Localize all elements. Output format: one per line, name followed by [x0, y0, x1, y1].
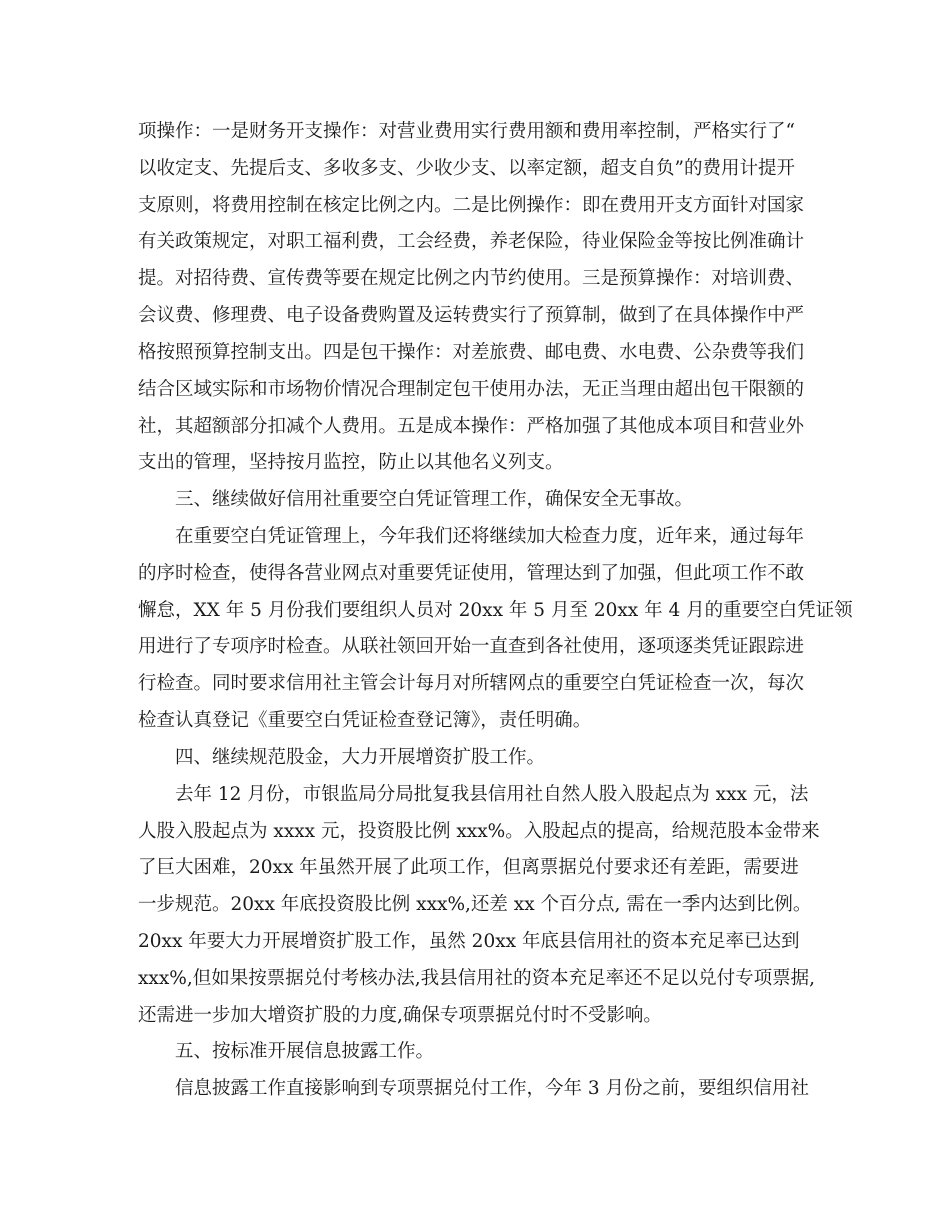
text-line: 提。对招待费、宣传费等要在规定比例之内节约使用。三是预算操作：对培训费、: [138, 268, 805, 289]
text-line: 行检查。同时要求信用社主管会计每月对所辖网点的重要空白凭证检查一次，每次: [138, 673, 805, 694]
text-line: 支出的管理，坚持按月监控，防止以其他名义列支。: [138, 452, 564, 473]
text-line: 项操作：一是财务开支操作：对营业费用实行费用额和费用率控制，严格实行了“: [138, 121, 795, 142]
section-heading: 四、继续规范股金，大力开展增资扩股工作。: [175, 747, 546, 768]
text-line: 20xx 年要大力开展增资扩股工作，虽然 20xx 年底县信用社的资本充足率已达到: [138, 931, 800, 952]
text-line: xxx%,但如果按票据兑付考核办法,我县信用社的资本充足率还不足以兑付专项票据,: [138, 968, 816, 989]
text-line: 检查认真登记《重要空白凭证检查登记簿》，责任明确。: [138, 710, 592, 731]
section-heading: 三、继续做好信用社重要空白凭证管理工作，确保安全无事故。: [175, 489, 694, 510]
text-line: 格按照预算控制支出。四是包干操作：对差旅费、邮电费、水电费、公杂费等我们: [138, 342, 805, 363]
text-line: 在重要空白凭证管理上，今年我们还将继续加大检查力度，近年来，通过每年: [175, 526, 805, 547]
text-line: 会议费、修理费、电子设备费购置及运转费实行了预算制，做到了在具体操作中严: [138, 305, 805, 326]
text-line: 以收定支、先提后支、多收多支、少收少支、以率定额，超支自负”的费用计提开: [138, 158, 795, 179]
text-line: 还需进一步加大增资扩股的力度,确保专项票据兑付时不受影响。: [138, 1005, 662, 1026]
text-line: 的序时检查，使得各营业网点对重要凭证使用，管理达到了加强，但此项工作不敢: [138, 563, 805, 584]
text-line: 用进行了专项序时检查。从联社领回开始一直查到各社使用，逐项逐类凭证跟踪进: [138, 636, 805, 657]
text-line: 社，其超额部分扣减个人费用。五是成本操作：严格加强了其他成本项目和营业外: [138, 416, 805, 437]
text-line: 了巨大困难，20xx 年虽然开展了此项工作，但离票据兑付要求还有差距，需要进: [138, 857, 799, 878]
text-line: 信息披露工作直接影响到专项票据兑付工作，今年 3 月份之前，要组织信用社: [175, 1078, 810, 1099]
text-line: 人股入股起点为 xxxx 元，投资股比例 xxx%。入股起点的提高，给规范股本金带来: [138, 821, 820, 842]
text-line: 一步规范。20xx 年底投资股比例 xxx%,还差 xx 个百分点, 需在一季内达到比例。: [138, 894, 812, 915]
section-heading: 五、按标准开展信息披露工作。: [175, 1041, 435, 1062]
text-line: 结合区域实际和市场物价情况合理制定包干使用办法，无正当理由超出包干限额的: [138, 379, 805, 400]
text-line: 懈怠，XX 年 5 月份我们要组织人员对 20xx 年 5 月至 20xx 年 4 月的重要空白凭证领: [138, 600, 853, 621]
text-line: 支原则，将费用控制在核定比例之内。二是比例操作：即在费用开支方面针对国家: [138, 195, 805, 216]
text-line: 去年 12 月份，市银监局分局批复我县信用社自然人股入股起点为 xxx 元，法: [175, 784, 809, 805]
text-line: 有关政策规定，对职工福利费，工会经费，养老保险，待业保险金等按比例准确计: [138, 231, 805, 252]
